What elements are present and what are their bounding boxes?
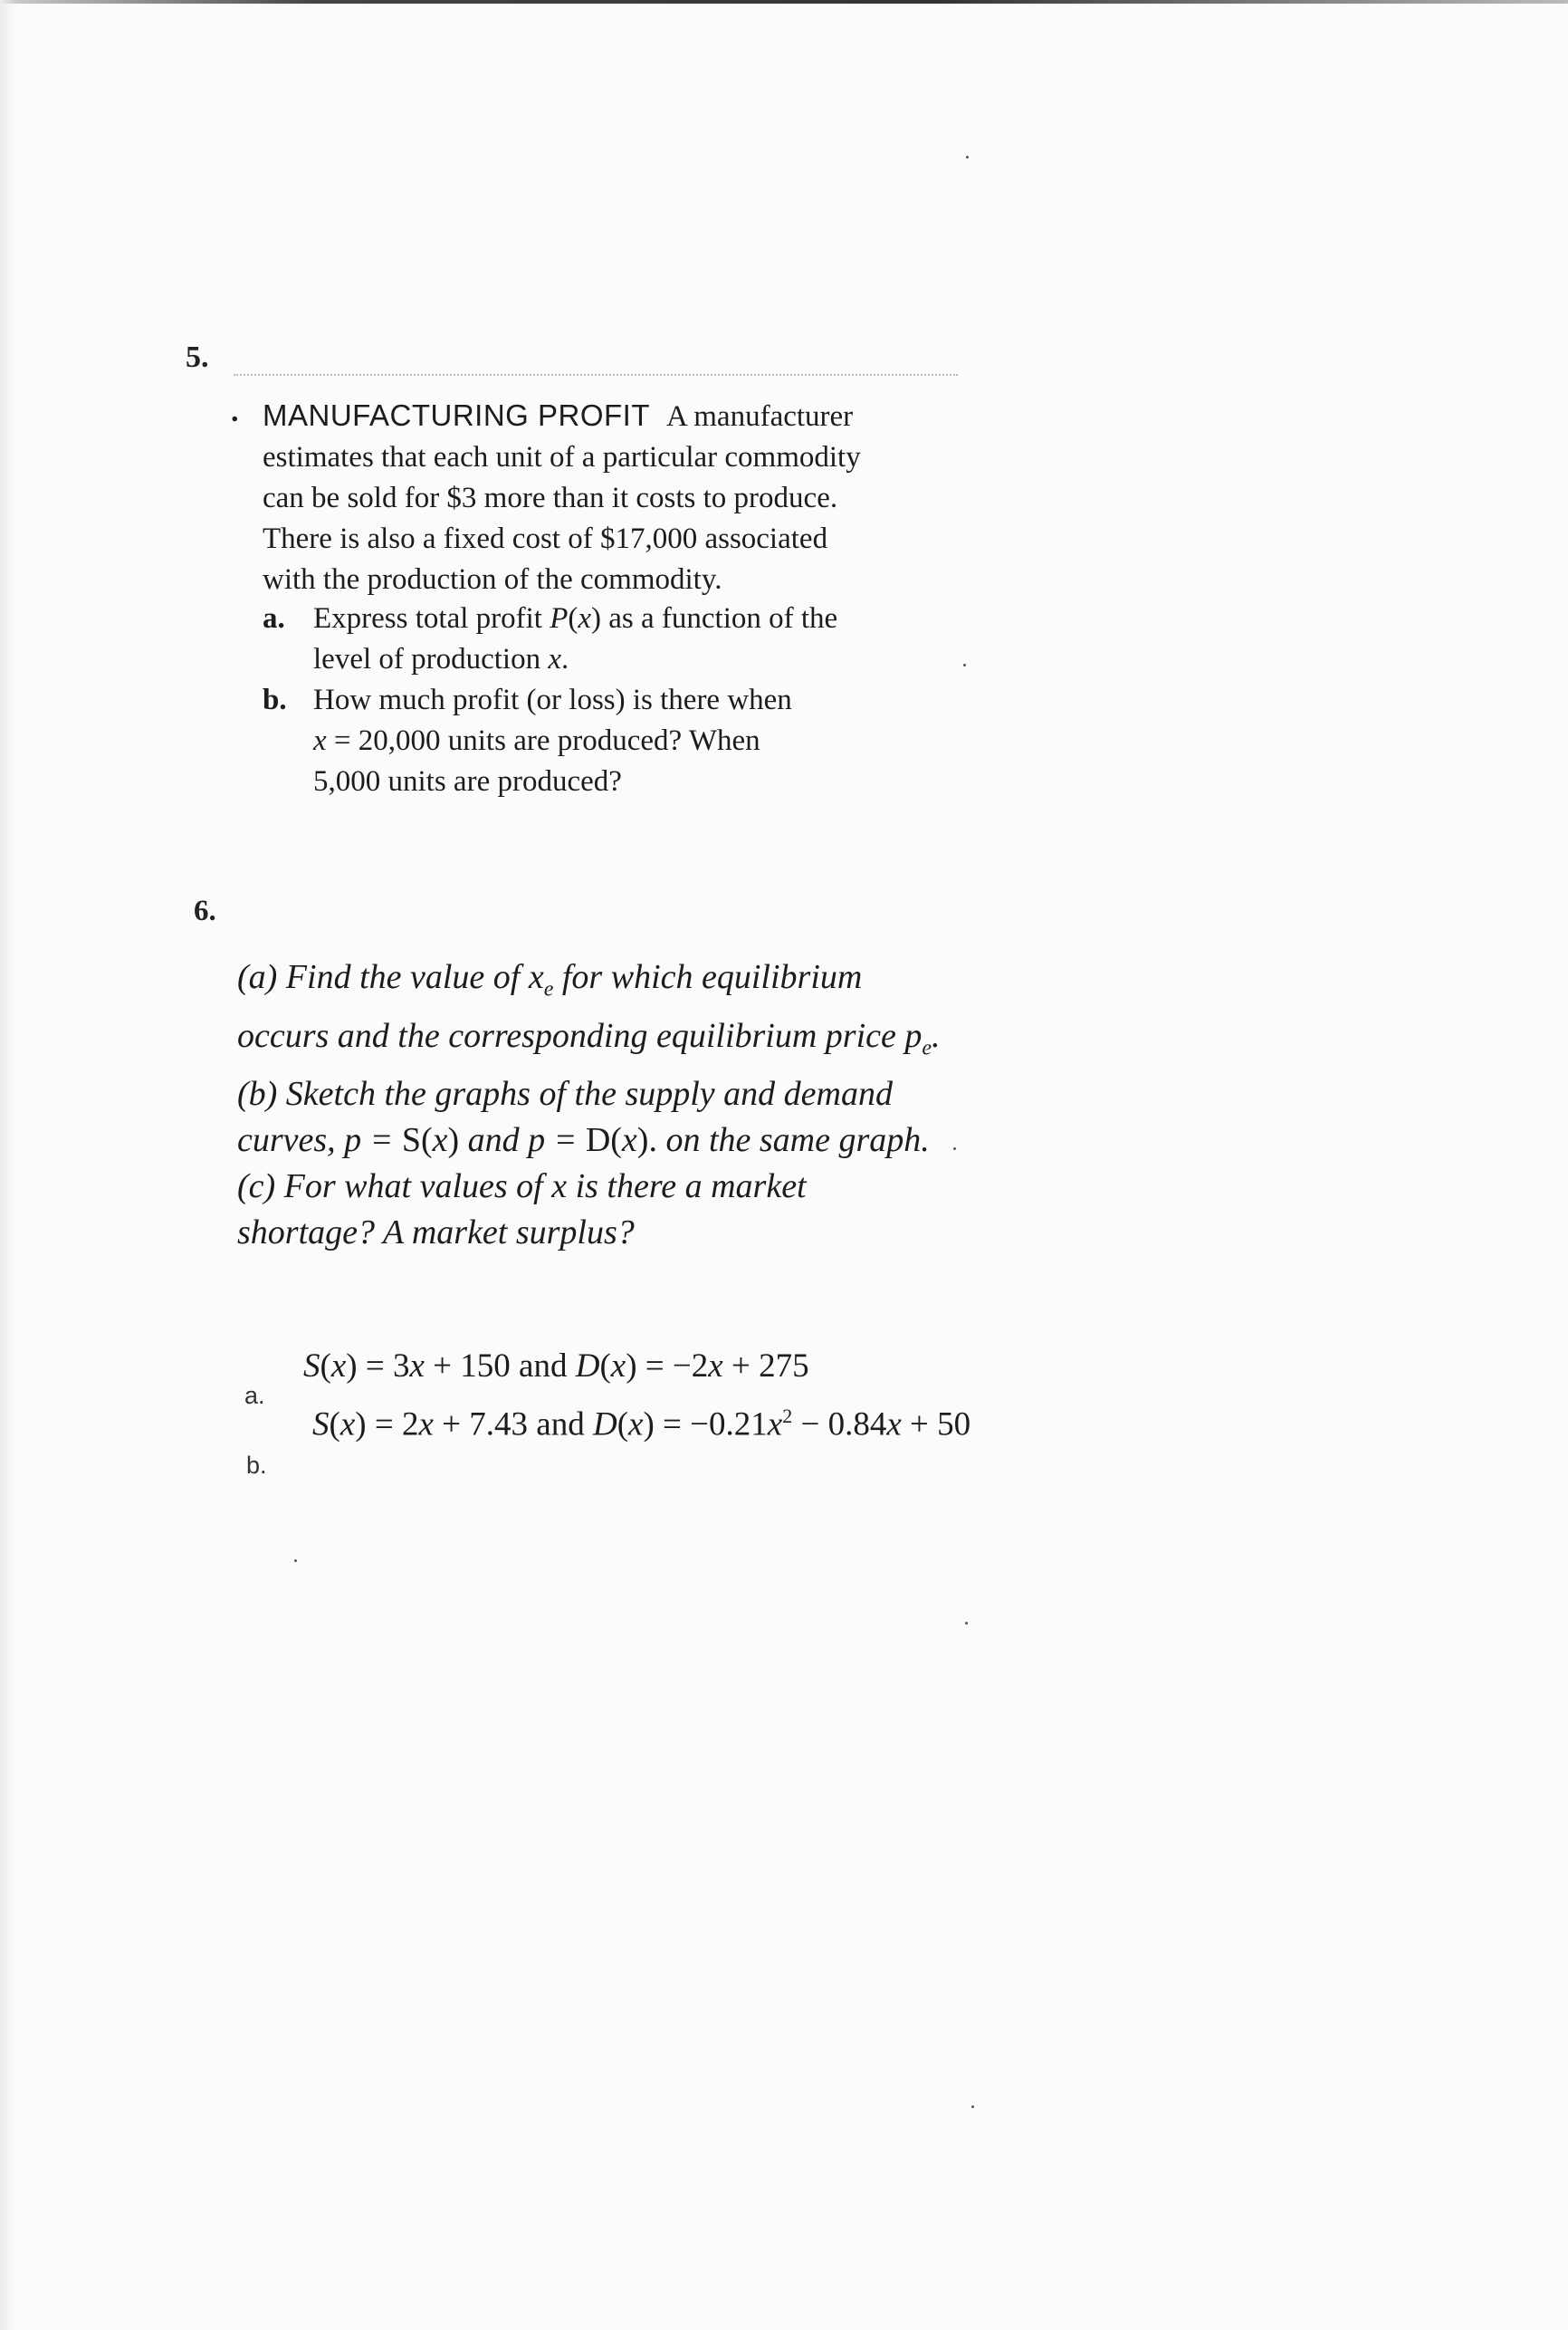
question-6-line-2: occurs and the corresponding equilibrium price $p_e$. bbox=[237, 1016, 941, 1060]
question-6-line-1: (a) Find the value of $x_e$ for which equilibrium bbox=[237, 958, 863, 1002]
question-6-line-3: (b) Sketch the graphs of the supply and demand bbox=[237, 1075, 893, 1114]
page-left-shadow bbox=[0, 0, 16, 2330]
question-5-number: 5. bbox=[186, 340, 209, 374]
scan-speck bbox=[971, 2105, 974, 2108]
question-6-body bbox=[237, 954, 941, 1256]
question-5-part-b: b. How much profit (or loss) is there when x = 20,000 units are produced? When 5,000 units are produced? bbox=[263, 680, 792, 802]
question-5-body bbox=[263, 395, 960, 600]
scan-speck bbox=[963, 664, 966, 666]
question-5-line-5: with the production of the commodity. bbox=[263, 563, 722, 596]
question-6-number: 6. bbox=[194, 895, 216, 927]
question-5-line-4: There is also a fixed cost of $17,000 associated bbox=[263, 523, 828, 555]
equation-b-label: b. bbox=[246, 1452, 267, 1479]
question-5-line-2: estimates that each unit of a particular commodity bbox=[263, 441, 861, 474]
equation-a: S(x) = 3x + 150 and D(x) = −2x + 275 bbox=[303, 1347, 809, 1385]
question-5-rule bbox=[234, 374, 958, 376]
scan-speck bbox=[965, 1622, 968, 1625]
part-b-label: b. bbox=[263, 684, 287, 716]
scan-speck bbox=[953, 1147, 956, 1150]
part-a-label: a. bbox=[263, 602, 285, 635]
question-6-line-6: shortage? A market surplus? bbox=[237, 1213, 635, 1252]
equation-b: S(x) = 2x + 7.43 and $D(x) = -0.21x^2 - 0.84x + 50$ bbox=[312, 1405, 971, 1443]
equation-a-label: a. bbox=[244, 1382, 265, 1409]
scan-speck bbox=[294, 1559, 297, 1562]
question-5-line-1: MANUFACTURING PROFIT A manufacturer bbox=[263, 398, 854, 433]
question-6-line-4: curves, p = S(x) and p = D(x). on the same graph. bbox=[237, 1121, 930, 1160]
question-5-heading: MANUFACTURING PROFIT bbox=[263, 398, 650, 432]
page-top-edge bbox=[0, 0, 1568, 4]
question-6-line-5: (c) For what values of x is there a market bbox=[237, 1167, 807, 1206]
question-5-bullet: . bbox=[231, 395, 239, 428]
question-5-part-a: a. Express total profit P(x) as a function of the level of production x. bbox=[263, 599, 837, 680]
scan-speck bbox=[966, 156, 969, 158]
question-5-line-3: can be sold for $3 more than it costs to produce. bbox=[263, 482, 838, 514]
